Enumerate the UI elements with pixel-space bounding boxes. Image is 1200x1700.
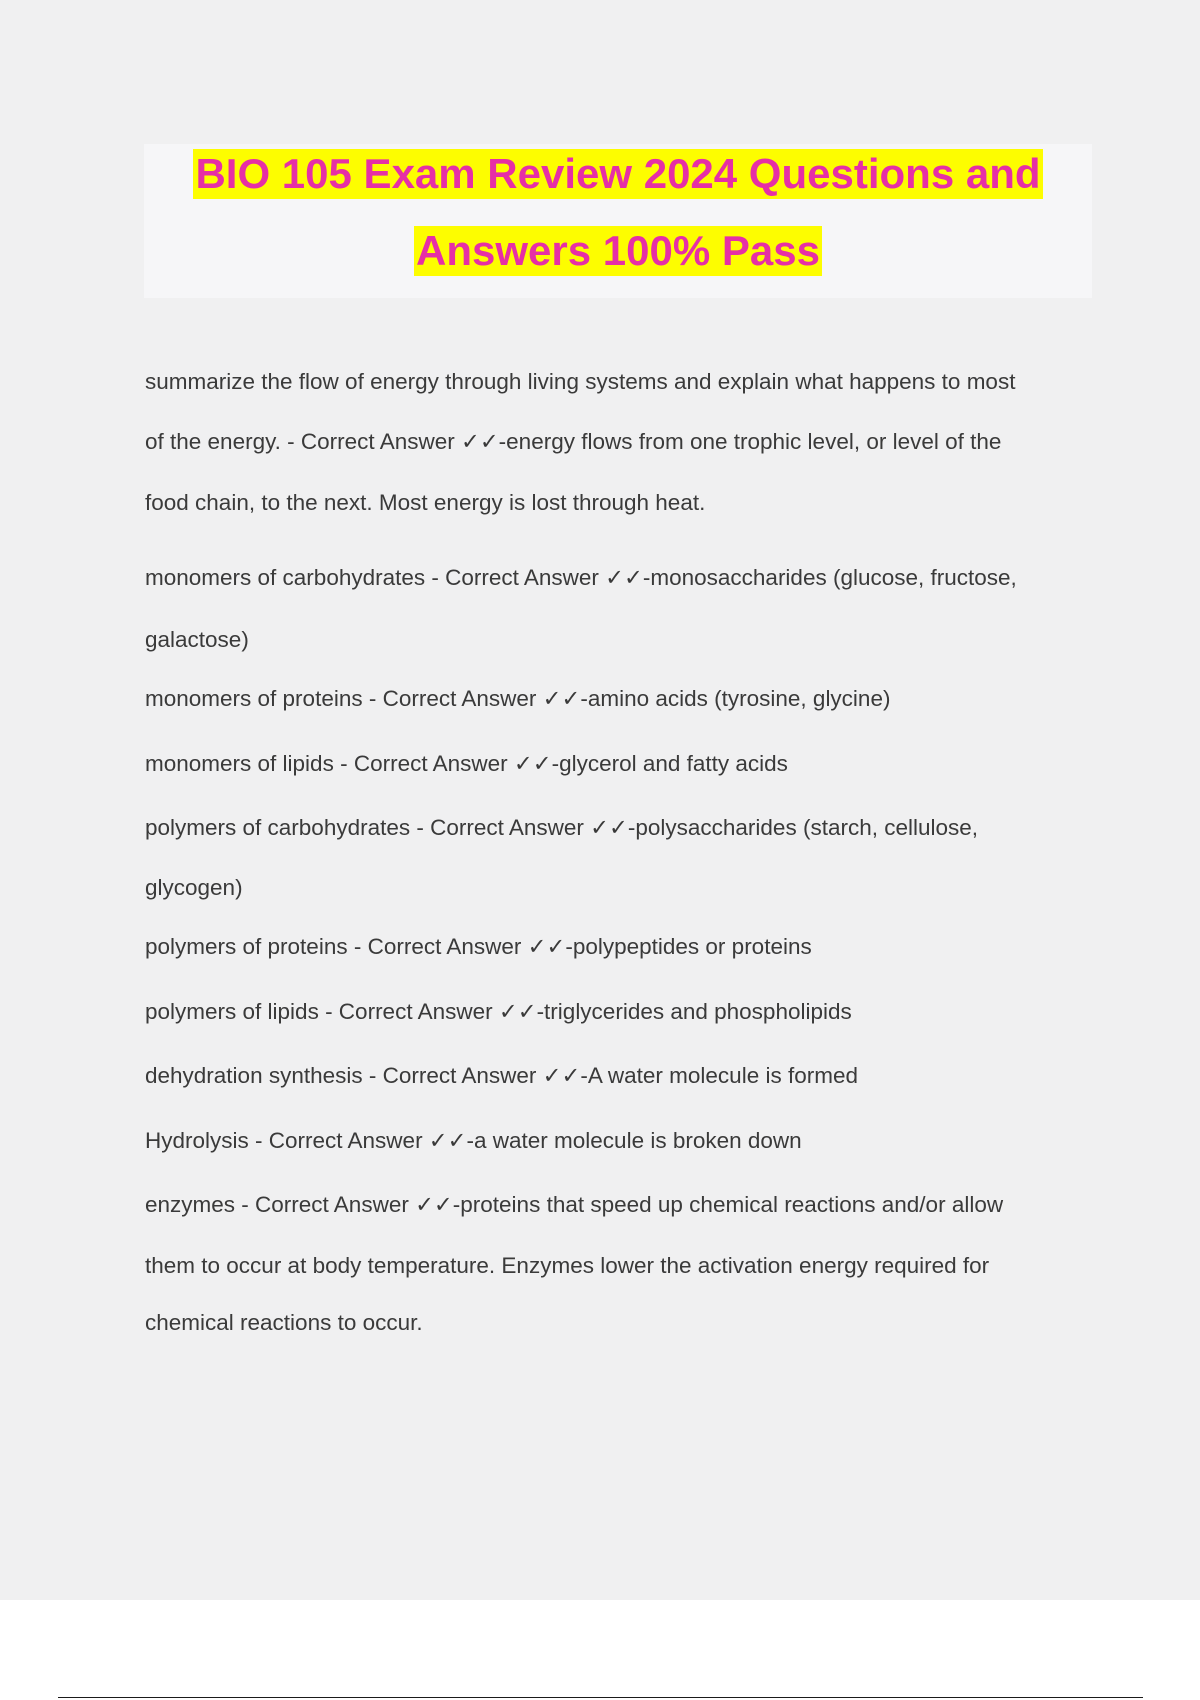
page-title-line-2: Answers 100% Pass — [416, 227, 820, 274]
qa-line: polymers of carbohydrates - Correct Answer ✓✓-polysaccharides (starch, cellulose, — [145, 815, 979, 840]
footer-divider — [58, 1697, 1143, 1698]
qa-line: Hydrolysis - Correct Answer ✓✓-a water molecule is broken down — [145, 1128, 802, 1153]
qa-line: galactose) — [145, 627, 249, 652]
qa-line: food chain, to the next. Most energy is lost through heat. — [145, 490, 706, 515]
title-line-1-wrap — [144, 149, 1092, 199]
qa-line: glycogen) — [145, 875, 243, 900]
qa-line: of the energy. - Correct Answer ✓✓-energy flows from one trophic level, or level of the — [145, 429, 1002, 454]
qa-line: enzymes - Correct Answer ✓✓-proteins that speed up chemical reactions and/or allow — [145, 1192, 1004, 1217]
qa-line: monomers of lipids - Correct Answer ✓✓-glycerol and fatty acids — [145, 751, 788, 776]
qa-line: dehydration synthesis - Correct Answer ✓✓-A water molecule is formed — [145, 1063, 858, 1088]
qa-line: them to occur at body temperature. Enzymes lower the activation energy required for — [145, 1253, 990, 1278]
qa-line: monomers of carbohydrates - Correct Answer ✓✓-monosaccharides (glucose, fructose, — [145, 565, 1017, 590]
qa-line: chemical reactions to occur. — [145, 1310, 423, 1335]
title-block — [144, 144, 1092, 298]
qa-line: summarize the flow of energy through living systems and explain what happens to most — [145, 369, 1016, 394]
title-line-2-wrap — [144, 226, 1092, 276]
qa-line: polymers of lipids - Correct Answer ✓✓-triglycerides and phospholipids — [145, 999, 852, 1024]
page-title-line-1: BIO 105 Exam Review 2024 Questions and — [195, 150, 1041, 197]
qa-line: polymers of proteins - Correct Answer ✓✓-polypeptides or proteins — [145, 934, 812, 959]
qa-line: monomers of proteins - Correct Answer ✓✓-amino acids (tyrosine, glycine) — [145, 686, 891, 711]
